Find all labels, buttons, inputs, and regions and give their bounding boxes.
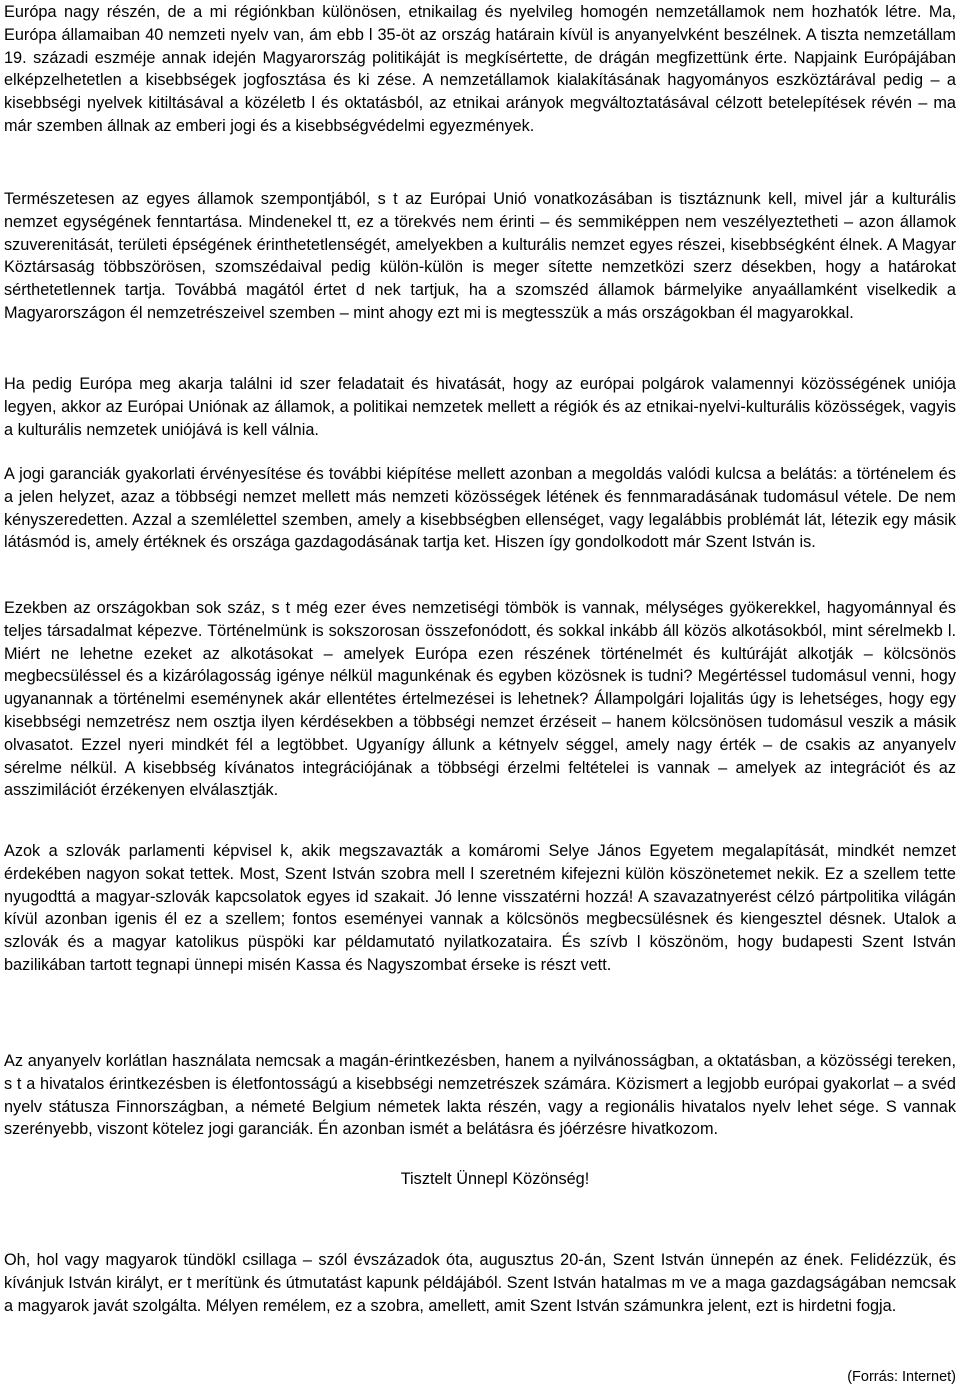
closing-paragraph: Oh, hol vagy magyarok tündökl csillaga – szól évszázadok óta, augusztus 20-án, Szent István ünnepén az ének. Felidézzük, és kívánjuk István királyt, er t merítünk és útmutatást kapunk példájából. Szent István hatalmas m ve a maga gazdagságában nemcsak a magyarok javát szolgálta. Mélyen remélem, ez a szobra, amellett, amit Szent István számunkra jelent, ezt is hirdetni fogja. bbox=[4, 1251, 956, 1315]
paragraph-5: Ezekben az országokban sok száz, s t még ezer éves nemzetiségi tömbök is vannak, mélységes gyökerekkel, hagyománnyal és teljes társadalmat képezve. Történelmünk is sokszorosan összefonódott, és sokkal inkább áll közös alkotásokból, mint sérelmekb l. Miért ne lehetne ezeket az alkotásokat – amelyek Európa ezen részének történelmét és kultúráját alkotják – kölcsönös megbecsüléssel és a kizárólagosság igénye nélkül magunkénak és egyben közösnek is tudni? Megértéssel tudomásul venni, hogy ugyanannak a történelmi eseménynek akár ellentétes értelmezései is lehetnek? Állampolgári lojalitás úgy is lehetséges, hogy egy kisebbségi nemzetrész nem osztja ilyen kérdésekben a többségi nemzet érzéseit – hanem kölcsönösen tudomásul veszik a másik olvasatot. Ezzel nyeri mindkét fél a legtöbbet. Ugyanígy állunk a kétnyelv séggel, amely nagy érték – de csakis az anyanyelv sérelme nélkül. A kisebbség kívánatos integrációjának a többségi érzelmi feltételei is vannak – amelyek az integrációt és az asszimilációt érzékenyen elválasztják. bbox=[4, 599, 956, 800]
paragraph-6: Azok a szlovák parlamenti képvisel k, akik megszavazták a komáromi Selye János Egyetem megalapítását, mindkét nemzet érdekében nagyon sokat tettek. Most, Szent István szobra mell l szeretném kifejezni külön köszönetemet nekik. Ez a szellem tette nyugodttá a magyar-szlovák kapcsolatok egyes id szakait. Jó lenne visszatérni hozzá! A szavazatnyerést célzó pártpolitika világán kívül azonban igenis él ez a szellem; fontos eseményei vannak a kölcsönös megbecsülésnek és kiengesztel désnek. Utalok a szlovák és a magyar katolikus püspöki kar példamutató nyilatkozataira. És szívb l köszönöm, hogy budapesti Szent István bazilikában tartott tegnapi ünnepi misén Kassa és Nagyszombat érseke is részt vett. bbox=[4, 842, 956, 974]
salutation-heading: Tisztelt Ünnepl Közönség! bbox=[400, 1170, 590, 1188]
paragraph-2: Természetesen az egyes államok szempontjából, s t az Európai Unió vonatkozásában is tisztáznunk kell, mivel jár a kulturális nemzet egységének fenntartása. Mindenekel tt, ez a törekvés nem érinti – és semmiképpen nem veszélyeztetheti – azon államok szuverenitását, területi épségének érinthetetlenségét, amelyekben a kulturális nemzet egyes részei, kisebbségként élnek. A Magyar Köztársaság többszörösen, szomszédaival pedig külön-külön is meger sítette nemzetközi szerz désekben, hogy a határokat sérthetetlennek tartja. Továbbá magától értet d nek tartjuk, ha a szomszéd államok bármelyike anyaállamként viselkedik a Magyarországon él nemzetrészeivel szemben – mint ahogy ezt mi is megtesszük a más országokban él magyarokkal. bbox=[4, 190, 956, 322]
paragraph-4: A jogi garanciák gyakorlati érvényesítése és további kiépítése mellett azonban a megoldás valódi kulcsa a belátás: a történelem és a jelen helyzet, azaz a többségi nemzet mellett más nemzeti közösségek létének és fennmaradásának tudomásul vétele. De nem kényszeredetten. Azzal a szemlélettel szemben, amely a kisebbségben ellenséget, vagy legalábbis problémát lát, létezik egy másik látásmód is, amely értéknek és országa gazdagodásának tartja ket. Hiszen így gondolkodott már Szent István is. bbox=[4, 465, 956, 552]
paragraph-7: Az anyanyelv korlátlan használata nemcsak a magán-érintkezésben, hanem a nyilvánosságban, a oktatásban, a közösségi tereken, s t a hivatalos érintkezésben is életfontosságú a kisebbségi nemzetrészek számára. Közismert a legjobb európai gyakorlat – a svéd nyelv státusza Finnországban, a németé Belgium németek lakta részén, vagy a regionális hivatalos nyelv lehet sége. S vannak szerényebb, viszont kötelez jogi garanciák. Én azonban ismét a belátásra és jóérzésre hivatkozom. bbox=[4, 1052, 956, 1139]
paragraph-1: Európa nagy részén, de a mi régiónkban különösen, etnikailag és nyelvileg homogén nemzetállamok nem hozhatók létre. Ma, Európa államaiban 40 nemzeti nyelv van, ám ebb l 35-öt az ország határain kívül is anyanyelvként beszélnek. A tiszta nemzetállam 19. századi eszméje annak idején Magyarország politikáját is megkísértette, de drágán megfizettünk érte. Napjaink Európájában elképzelhetetlen a kisebbségek jogfosztása és ki zése. A nemzetállamok kialakításának hagyományos eszköztárával pedig – a kisebbségi nyelvek kitiltásával a közéletb l és oktatásból, az etnikai arányok megváltoztatásával célzott betelepítések révén – ma már szemben állnak az emberi jogi és a kisebbségvédelmi egyezmények. bbox=[4, 3, 956, 135]
paragraph-3: Ha pedig Európa meg akarja találni id szer feladatait és hivatását, hogy az európai polgárok valamennyi közösségének uniója legyen, akkor az Európai Uniónak az államok, a politikai nemzetek mellett a régiók és az etnikai-nyelvi-kulturális közösségek, vagyis a kulturális nemzetek uniójává is kell válnia. bbox=[4, 375, 956, 439]
source-note: (Forrás: Internet) bbox=[847, 1369, 956, 1385]
